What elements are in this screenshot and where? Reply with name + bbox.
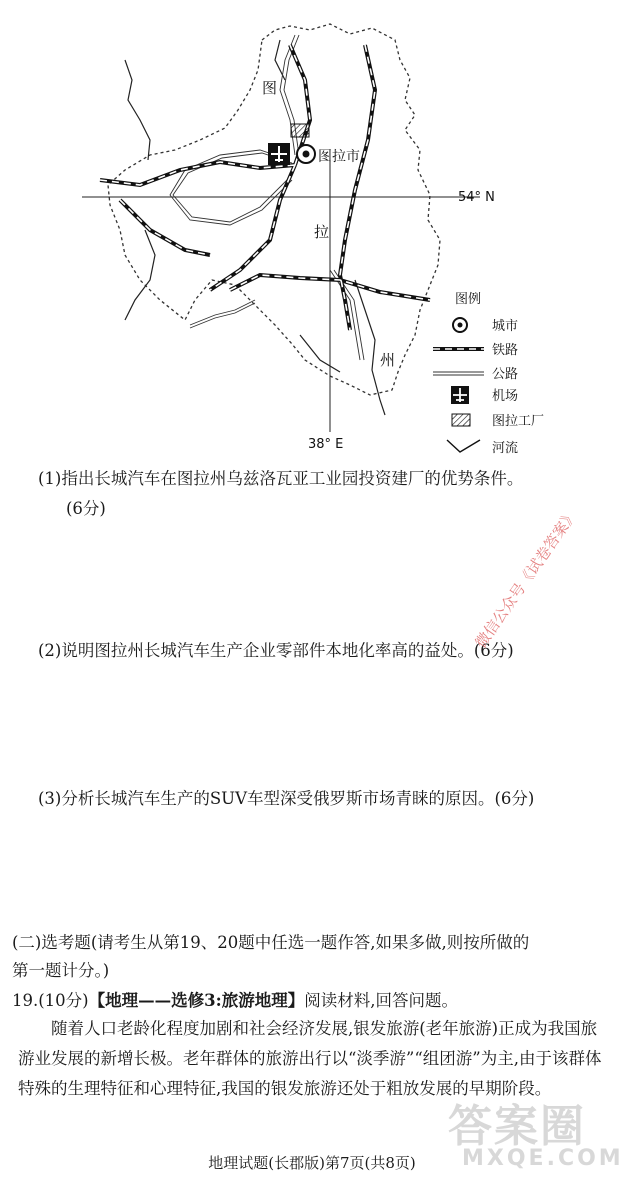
legend-label-road: 公路 <box>492 367 519 382</box>
airport-icon <box>268 143 290 165</box>
legend-airport-icon <box>451 386 469 404</box>
legend-river-icon <box>447 440 480 452</box>
question-1: (1)指出长城汽车在图拉州乌兹洛瓦亚工业园投资建厂的优势条件。 <box>38 469 524 488</box>
page-footer: 地理试题(长郡版)第7页(共8页) <box>208 1154 416 1172</box>
longitude-label: 38° E <box>308 437 344 452</box>
question-19-number: 19.(10分) <box>12 991 89 1010</box>
question-19-header <box>12 986 458 1016</box>
map-label-la: 拉 <box>314 223 330 241</box>
site-logo-url: MXQE.COM <box>462 1146 624 1171</box>
city-label: 图拉市 <box>318 149 360 165</box>
legend-label-airport: 机场 <box>492 389 519 404</box>
watermark-text: 微信公众号《试卷答案》 <box>471 505 582 652</box>
question-19-topic: 【地理——选修3:旅游地理】 <box>88 991 305 1010</box>
site-logo: 答案圈 <box>448 1101 586 1152</box>
question-1-score: (6分) <box>66 499 106 518</box>
question-3: (3)分析长城汽车生产的SUV车型深受俄罗斯市场青睐的原因。(6分) <box>38 789 535 808</box>
legend-title: 图例 <box>455 292 482 307</box>
question-2: (2)说明图拉州长城汽车生产企业零部件本地化率高的益处。(6分) <box>38 641 514 660</box>
latitude-label: 54° N <box>458 190 495 205</box>
question-19-material: 随着人口老龄化程度加剧和社会经济发展,银发旅游(老年旅游)正成为我国旅游业发展的新增长极。老年群体的旅游出行以“淡季游”“组团游”为主,由于该群体特殊的生理特征和心理特征,我国的银发旅游还处于粗放发展的早期阶段。 <box>18 1019 602 1098</box>
legend-label-railway: 铁路 <box>492 343 519 358</box>
legend-road-icon <box>433 372 484 375</box>
legend-city-icon <box>453 318 467 332</box>
optional-section-line1: (二)选考题(请考生从第19、20题中任选一题作答,如果多做,则按所做的 <box>12 933 530 952</box>
question-19-instruction: 阅读材料,回答问题。 <box>304 991 458 1010</box>
tula-map <box>0 0 624 465</box>
map-legend <box>433 292 544 456</box>
city-icon <box>297 145 315 163</box>
map-label-tu: 图 <box>262 79 278 97</box>
legend-label-river: 河流 <box>492 441 519 456</box>
legend-factory-icon <box>452 414 470 426</box>
legend-label-city: 城市 <box>492 319 519 334</box>
optional-section-line2: 第一题计分。) <box>12 961 110 980</box>
map-label-zhou: 州 <box>380 351 396 369</box>
factory-icon <box>291 124 309 137</box>
legend-label-factory: 图拉工厂 <box>492 414 545 429</box>
